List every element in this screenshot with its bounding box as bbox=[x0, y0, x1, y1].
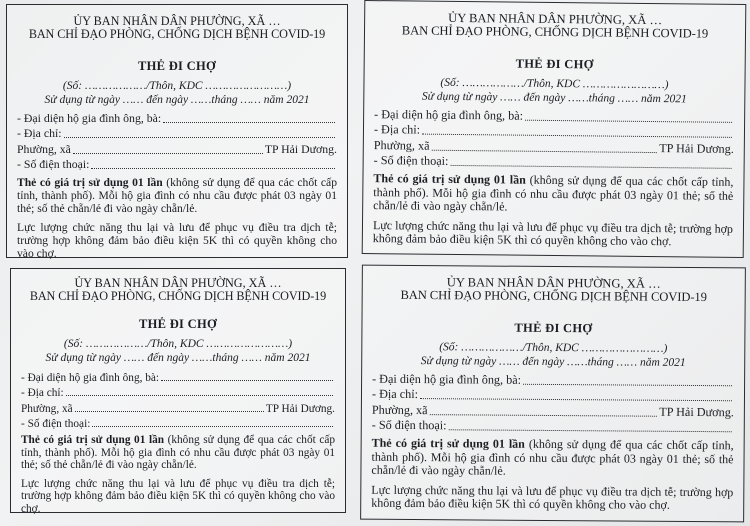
authority-line: ỦY BAN NHÂN DÂN PHƯỜNG, XÃ … bbox=[448, 10, 663, 28]
market-card-bottom-left bbox=[10, 268, 346, 513]
usage-period-line: Sử dụng từ ngày …… đến ngày ……tháng …… năm 2021 bbox=[420, 355, 686, 369]
authority-line: ỦY BAN NHÂN DÂN PHƯỜNG, XÃ … bbox=[73, 14, 281, 28]
card-number-line: (Số: ………………/Thôn, KDC ……………………) bbox=[63, 338, 293, 350]
card-fields bbox=[364, 106, 745, 172]
field-representative: - Đại diện hộ gia đình ông, bà: bbox=[17, 110, 337, 126]
committee-line: BAN CHỈ ĐẠO PHÒNG, CHỐNG DỊCH BỆNH COVID-19 bbox=[28, 27, 326, 41]
card-number-line: (Số: ………………/Thôn, KDC ……………………) bbox=[62, 80, 292, 92]
validity-note: Thẻ có giá trị sử dụng 01 lần (không sử dụng để qua các chốt cấp tỉnh, thành phố). Mỗi hộ gia đình có nhu cầu được phát 03 ngày 01 thẻ; số thẻ chẵn/lẻ đi vào ngày chẵn/lẻ. bbox=[17, 176, 337, 215]
committee-line: BAN CHỈ ĐẠO PHÒNG, CHỐNG DỊCH BỆNH COVID-19 bbox=[29, 289, 327, 303]
field-phone: - Số điện thoại: bbox=[372, 417, 734, 435]
committee-line: BAN CHỈ ĐẠO PHÒNG, CHỐNG DỊCH BỆNH COVID-19 bbox=[401, 23, 709, 41]
field-address: - Địa chỉ: bbox=[17, 126, 337, 142]
control-note: Lực lượng chức năng thu lại và lưu để phục vụ điều tra dịch tễ; trường hợp không đảm bảo điều kiện 5K thì có quyền không cho vào chợ. bbox=[372, 217, 734, 249]
field-ward: Phường, xã TP Hải Dương. bbox=[17, 141, 337, 156]
field-ward: Phường, xã TP Hải Dương. bbox=[21, 402, 335, 415]
field-phone: - Số điện thoại: bbox=[17, 157, 337, 173]
control-note: Lực lượng chức năng thu lại và lưu để phục vụ điều tra dịch tễ; trường hợp không đảm bảo điều kiện 5K thì có quyền không cho vào chợ. bbox=[17, 221, 337, 260]
field-ward: Phường, xã TP Hải Dương. bbox=[373, 137, 734, 156]
field-address: - Địa chỉ: bbox=[374, 122, 734, 141]
card-number-line: (Số: ………………/Thôn, KDC ……………………) bbox=[439, 341, 668, 355]
validity-note: Thẻ có giá trị sử dụng 01 lần (không sử dụng để qua các chốt cấp tỉnh, thành phố). Mỗi hộ gia đình có nhu cầu được phát 03 ngày 01 thẻ; số thẻ chẵn/lẻ đi vào ngày chẵn/lẻ. bbox=[21, 434, 335, 472]
field-representative: - Đại diện hộ gia đình ông, bà: bbox=[372, 371, 734, 389]
card-title: THẺ ĐI CHỢ bbox=[515, 56, 594, 72]
usage-period-line: Sử dụng từ ngày …… đến ngày ……tháng …… năm 2021 bbox=[45, 352, 311, 364]
card-fields bbox=[7, 110, 347, 172]
usage-period-line: Sử dụng từ ngày …… đến ngày ……tháng …… năm 2021 bbox=[44, 94, 310, 106]
field-phone: - Số điện thoại: bbox=[21, 415, 335, 431]
authority-line: ỦY BAN NHÂN DÂN PHƯỜNG, XÃ … bbox=[74, 276, 282, 290]
field-address: - Địa chỉ: bbox=[21, 384, 335, 400]
card-fields bbox=[11, 368, 345, 430]
control-note: Lực lượng chức năng thu lại và lưu để phục vụ điều tra dịch tễ; trường hợp không đảm bảo điều kiện 5K thì có quyền không cho vào chợ. bbox=[21, 477, 335, 515]
field-phone: - Số điện thoại: bbox=[374, 153, 734, 172]
card-title: THẺ ĐI CHỢ bbox=[514, 320, 593, 336]
usage-period-line: Sử dụng từ ngày …… đến ngày ……tháng …… năm 2021 bbox=[421, 90, 687, 106]
market-card-top-right bbox=[362, 0, 747, 258]
market-card-bottom-right bbox=[360, 265, 746, 523]
card-title: THẺ ĐI CHỢ bbox=[137, 59, 216, 73]
validity-note: Thẻ có giá trị sử dụng 01 lần (không sử dụng để qua các chốt cấp tỉnh, thành phố). Mỗi hộ gia đình có nhu cầu được phát 03 ngày 01 thẻ; số thẻ chẵn/lẻ đi vào ngày chẵn/lẻ. bbox=[373, 171, 734, 214]
card-fields bbox=[362, 371, 744, 436]
card-number-line: (Số: ………………/Thôn, KDC ……………………) bbox=[440, 76, 669, 92]
market-card-top-left bbox=[6, 4, 348, 258]
committee-line: BAN CHỈ ĐẠO PHÒNG, CHỐNG DỊCH BỆNH COVID-19 bbox=[400, 287, 707, 305]
control-note: Lực lượng chức năng thu lại và lưu để phục vụ điều tra dịch tễ; trường hợp không đảm bảo điều kiện 5K thì có quyền không cho vào chợ. bbox=[371, 482, 734, 512]
field-address: - Địa chỉ: bbox=[372, 386, 734, 404]
field-representative: - Đại diện hộ gia đình ông, bà: bbox=[21, 368, 335, 384]
validity-note: Thẻ có giá trị sử dụng 01 lần (không sử dụng để qua các chốt cấp tỉnh, thành phố). Mỗi hộ gia đình có nhu cầu được phát 03 ngày 01 thẻ; số thẻ chẵn/lẻ đi vào ngày chẵn/lẻ. bbox=[371, 435, 734, 478]
card-title: THẺ ĐI CHỢ bbox=[138, 317, 217, 331]
authority-line: ỦY BAN NHÂN DÂN PHƯỜNG, XÃ … bbox=[446, 275, 661, 291]
field-representative: - Đại diện hộ gia đình ông, bà: bbox=[374, 106, 734, 125]
field-ward: Phường, xã TP Hải Dương. bbox=[371, 402, 734, 419]
